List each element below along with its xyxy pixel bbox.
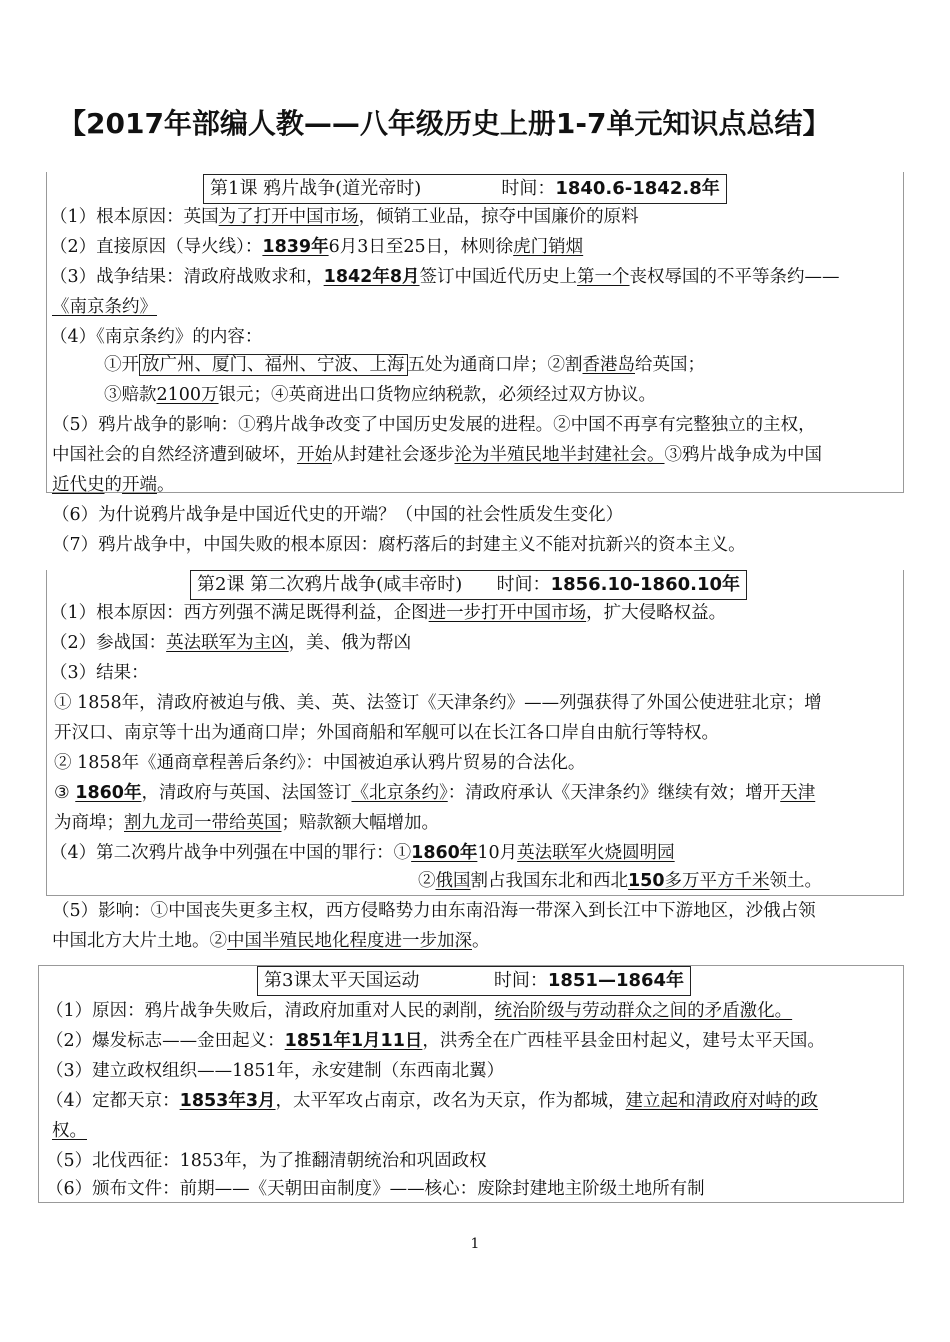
l1-p4: （4）《南京条约》的内容：: [50, 327, 263, 347]
l3-p3: （3）建立政权组织——1851年，永安建制（东西南北翼）: [46, 1061, 505, 1081]
lesson2-time: 1856.10-1860.10年: [550, 574, 741, 595]
lesson3-time: 1851—1864年: [547, 970, 685, 991]
lesson1-time: 1840.6-1842.8年: [555, 178, 720, 199]
lesson3-time-label: 时间：: [493, 970, 548, 991]
l1-p3: （3）战争结果：清政府战败求和，1842年8月签订中国近代历史上第一个丧权辱国的不平等条约——: [50, 267, 840, 287]
l3-p5: （5）北伐西征：1853年，为了推翻清朝统治和巩固政权: [46, 1151, 487, 1171]
lesson1-title: 第1课 鸦片战争(道光帝时): [210, 178, 422, 199]
l1-p1: （1）根本原因：英国为了打开中国市场，倾销工业品，掠夺中国廉价的原料: [50, 207, 639, 227]
l1-p7: （7）鸦片战争中，中国失败的根本原因：腐朽落后的封建主义不能对抗新兴的资本主义。: [52, 535, 746, 555]
l3-p2: （2）爆发标志——金田起义：1851年1月11日，洪秀全在广西桂平县金田村起义，建号太平天国。: [46, 1031, 825, 1051]
l2-p5: （5）影响：①中国丧失更多主权，西方侵略势力由东南沿海一带深入到长江中下游地区，沙俄占领: [52, 901, 816, 921]
l1-p3-cont: 《南京条约》: [52, 297, 157, 317]
l2-p3-1a: ① 1858年，清政府被迫与俄、美、英、法签订《天津条约》——列强获得了外国公使进驻北京；增: [54, 693, 822, 713]
l1-p5-b: 中国社会的自然经济遭到破坏，开始从封建社会逐步沦为半殖民地半封建社会。③鸦片战争成为中国: [52, 445, 822, 465]
l3-p1: （1）原因：鸦片战争失败后，清政府加重对人民的剥削，统治阶级与劳动群众之间的矛盾激化。: [46, 1001, 793, 1021]
l3-p6: （6）颁布文件：前期——《天朝田亩制度》——核心：废除封建地主阶级土地所有制: [46, 1179, 705, 1199]
lesson2-header: [190, 570, 747, 600]
l2-p3-3: ③ 1860年，清政府与英国、法国签订《北京条约》：清政府承认《天津条约》继续有效；增开天津: [54, 783, 816, 803]
lesson1-time-label: 时间：: [501, 178, 556, 199]
l2-p4: （4）第二次鸦片战争中列强在中国的罪行：①1860年10月英法联军火烧圆明园: [50, 843, 675, 863]
l1-p6: （6）为什说鸦片战争是中国近代史的开端？（中国的社会性质发生变化）: [52, 505, 624, 525]
lesson3-title: 第3课太平天国运动: [264, 970, 420, 991]
page-title: 【2017年部编人教——八年级历史上册1-7单元知识点总结】: [58, 107, 831, 140]
l2-p3-1b: 开汉口、南京等十出为通商口岸；外国商船和军舰可以在长江各口岸自由航行等特权。: [54, 723, 719, 743]
lesson3-header: [257, 966, 691, 996]
l2-p2: （2）参战国：英法联军为主凶，美、俄为帮凶: [50, 633, 412, 653]
l1-p5-c: 近代史的开端。: [52, 475, 175, 495]
l2-p3: （3）结果：: [50, 663, 149, 683]
l2-p1: （1）根本原因：西方列强不满足既得利益，企图进一步打开中国市场，扩大侵略权益。: [50, 603, 727, 623]
l1-p2: （2）直接原因（导火线）：1839年6月3日至25日，林则徐虎门销烟: [50, 237, 584, 257]
lesson2-title: 第2课 第二次鸦片战争(咸丰帝时): [197, 574, 463, 595]
l1-p4-1: ①开 放广州、厦门、福州、宁波、上海 五处为通商口岸；②割香港岛给英国；: [104, 355, 705, 375]
l3-p4-cont: 权。: [52, 1121, 87, 1141]
l2-p4-2: ②俄国割占我国东北和西北150多万平方千米领土。: [418, 871, 823, 891]
l2-p5-b: 中国北方大片土地。②中国半殖民地化程度进一步加深。: [52, 931, 490, 951]
l3-p4: （4）定都天京：1853年3月，太平军攻占南京，改名为天京，作为都城，建立起和清政府对峙的政: [46, 1091, 819, 1111]
lesson2-time-label: 时间：: [496, 574, 551, 595]
page-number: 1: [470, 1236, 480, 1252]
l1-p4-2: ③赔款2100万银元；④英商进出口货物应纳税款，必须经过双方协议。: [104, 385, 657, 405]
lesson1-header: [203, 174, 727, 204]
l2-p3-2: ② 1858年《通商章程善后条约》：中国被迫承认鸦片贸易的合法化。: [54, 753, 586, 773]
l1-p5: （5）鸦片战争的影响：①鸦片战争改变了中国历史发展的进程。②中国不再享有完整独立的主权，: [52, 415, 816, 435]
l2-p3-4: 为商埠；割九龙司一带给英国；赔款额大幅增加。: [54, 813, 439, 833]
